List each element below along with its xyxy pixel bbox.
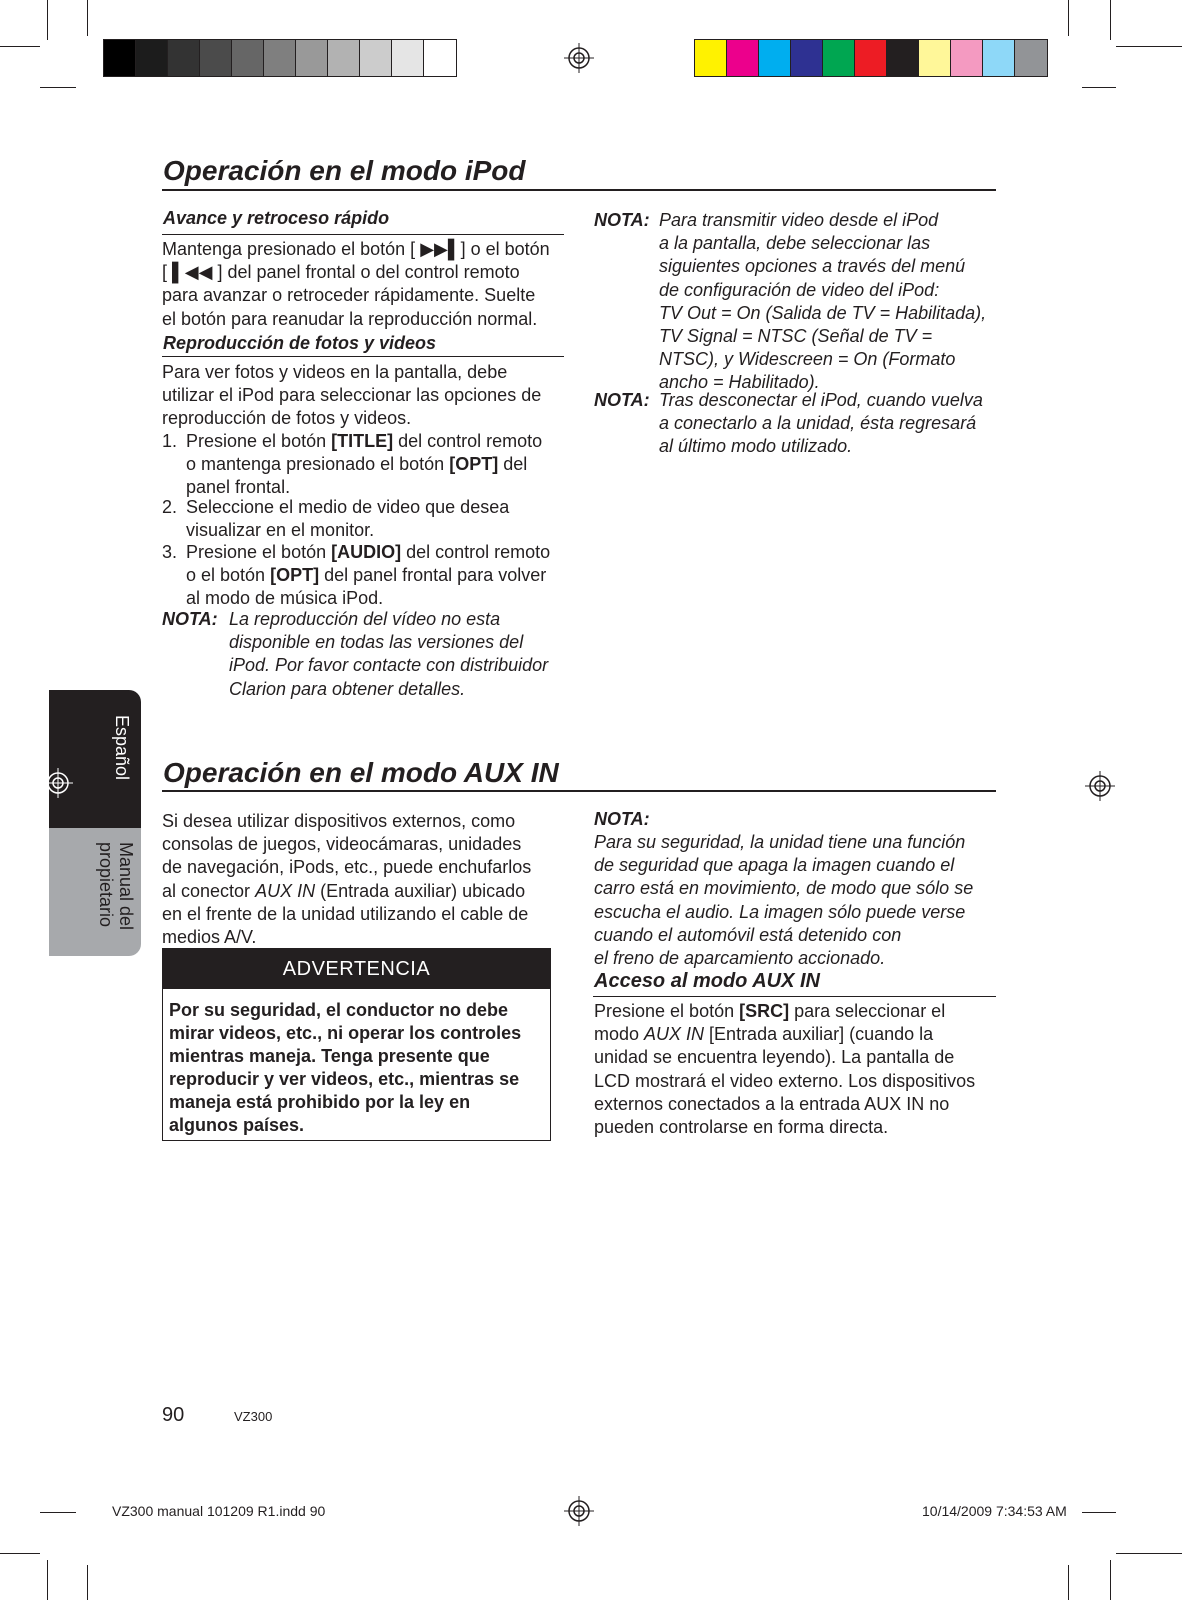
ff-paragraph xyxy=(162,238,572,331)
crop-mark xyxy=(1116,46,1182,47)
subsection-rule xyxy=(593,996,996,997)
note-video-settings: Para transmitir video desde el iPod a la pantalla, debe seleccionar las siguientes opciones a través del menú de configuración de video del iPod: TV Out = On (Salida de TV = Habilitada), TV Signal = NTSC (Señal de TV = NTSC), y Widescreen = On (Formato ancho = Habilitado). xyxy=(659,210,987,393)
color-swatch xyxy=(392,40,424,76)
ipod-section-title: Operación en el modo iPod xyxy=(163,155,526,186)
photo-intro xyxy=(162,361,572,431)
color-swatch xyxy=(727,40,759,76)
text-line: Para ver fotos y videos en la pantalla, debe xyxy=(162,362,508,382)
src-key: [SRC] xyxy=(739,1001,790,1021)
model-name: VZ300 xyxy=(234,1409,273,1424)
crop-mark xyxy=(1068,1565,1069,1600)
color-swatch xyxy=(887,40,919,76)
color-swatch xyxy=(328,40,360,76)
note-label: NOTA: xyxy=(594,809,650,829)
text-line: utilizar el iPod para seleccionar las opciones de xyxy=(162,385,542,406)
photo-heading: Reproducción de fotos y videos xyxy=(163,333,437,353)
color-swatch xyxy=(232,40,264,76)
ff-heading: Avance y retroceso rápido xyxy=(163,208,390,228)
step-3: Presione el botón [AUDIO] del control remoto o el botón [OPT] del panel frontal para volver al modo de música iPod. xyxy=(186,542,551,609)
color-swatch xyxy=(951,40,983,76)
crop-mark xyxy=(87,1565,88,1600)
note-label: NOTA: xyxy=(594,390,650,410)
note-label: NOTA: xyxy=(162,609,218,629)
aux-intro: Si desea utilizar dispositivos externos, como consolas de juegos, videocámaras, unidades de navegación, iPods, etc., puede enchufarlos al conector AUX IN (Entrada auxiliar) ubicado en el frente de la unidad utilizando el cable de medios A/V. xyxy=(162,811,532,948)
crop-mark xyxy=(40,87,76,88)
subsection-rule xyxy=(162,356,564,357)
warning-box xyxy=(162,948,551,1141)
registration-mark-icon xyxy=(43,768,73,798)
registration-mark-icon xyxy=(1085,771,1115,801)
warning-title: ADVERTENCIA xyxy=(163,949,550,989)
text-line: el botón para reanudar la reproducción normal. xyxy=(162,308,538,329)
color-swatch xyxy=(759,40,791,76)
note-label: NOTA: xyxy=(594,210,650,230)
language-label: Español xyxy=(112,715,132,781)
warning-text: Por su seguridad, el conductor no debe mirar videos, etc., ni operar los controles mientras maneja. Tenga presente que reproducir y ver videos, etc., mientras se maneja está prohibido por la ley en algunos países. xyxy=(169,1000,522,1135)
step-number: 1. xyxy=(162,431,178,451)
access-paragraph: Presione el botón [SRC] para seleccionar el modo AUX IN [Entrada auxiliar] (cuando la unidad se encuentra leyendo). La pantalla de LCD mostrará el video externo. Los dispositivos externos conectados a la entrada AUX IN no pueden controlarse en forma directa. xyxy=(594,1001,976,1138)
text-line: [ ▌◀◀ ] del panel frontal o del control remoto xyxy=(162,262,520,283)
crop-mark xyxy=(47,1560,48,1600)
note-safety: Para su seguridad, la unidad tiene una función de seguridad que apaga la imagen cuando el carro está en movimiento, de modo que sólo se escucha el audio. La imagen sólo puede verse cuando el automóvil está detenido con el freno de aparcamiento accionado. xyxy=(594,832,974,969)
crop-mark xyxy=(1082,87,1116,88)
page-number: 90 xyxy=(162,1404,185,1426)
color-swatch xyxy=(1015,40,1047,76)
aux-section-title: Operación en el modo AUX IN xyxy=(163,757,559,788)
step-1: Presione el botón [TITLE] del control remoto o mantenga presionado el botón [OPT] del panel frontal. xyxy=(186,431,543,498)
manual-label-line1: Manual del xyxy=(116,842,136,931)
color-swatch xyxy=(200,40,232,76)
color-swatch xyxy=(823,40,855,76)
crop-mark xyxy=(0,46,40,47)
color-swatch xyxy=(983,40,1015,76)
color-swatch xyxy=(296,40,328,76)
color-swatch xyxy=(168,40,200,76)
opt-key: [OPT] xyxy=(449,454,499,475)
registration-mark-icon xyxy=(564,1496,594,1526)
process-color-bar xyxy=(694,39,1048,77)
color-swatch xyxy=(104,40,136,76)
print-timestamp: 10/14/2009 7:34:53 AM xyxy=(922,1503,1067,1519)
text-line: para avanzar o retroceder rápidamente. Suelte xyxy=(162,285,536,306)
color-swatch xyxy=(919,40,951,76)
crop-mark xyxy=(1068,0,1069,36)
color-swatch xyxy=(264,40,296,76)
crop-mark xyxy=(0,1553,40,1554)
crop-mark xyxy=(47,0,48,40)
section-rule xyxy=(162,790,996,792)
audio-key: [AUDIO] xyxy=(331,542,402,562)
manual-label-line2: propietario xyxy=(96,842,116,928)
access-heading: Acceso al modo AUX IN xyxy=(594,970,820,992)
file-info: VZ300 manual 101209 R1.indd 90 xyxy=(112,1503,326,1519)
color-swatch xyxy=(136,40,168,76)
color-swatch xyxy=(360,40,392,76)
opt-key: [OPT] xyxy=(270,565,320,586)
registration-mark-icon xyxy=(564,43,594,73)
note-video-availability: La reproducción del vídeo no esta disponible en todas las versiones del iPod. Por favor contacte con distribuidor Clarion para obtener detalles. xyxy=(229,609,549,699)
grayscale-color-bar xyxy=(103,39,457,77)
color-swatch xyxy=(791,40,823,76)
crop-mark xyxy=(1116,1553,1182,1554)
note-reconnect: Tras desconectar el iPod, cuando vuelva a conectarlo a la unidad, ésta regresará al último modo utilizado. xyxy=(659,390,983,457)
section-rule xyxy=(162,189,996,191)
color-swatch xyxy=(424,40,456,76)
crop-mark xyxy=(1110,0,1111,40)
color-swatch xyxy=(855,40,887,76)
text-line: reproducción de fotos y videos. xyxy=(162,408,412,429)
color-swatch xyxy=(695,40,727,76)
subsection-rule xyxy=(162,234,564,235)
step-number: 2. xyxy=(162,497,178,517)
step-number: 3. xyxy=(162,542,178,562)
step-2: Seleccione el medio de video que desea visualizar en el monitor. xyxy=(186,497,510,541)
crop-mark xyxy=(1110,1560,1111,1600)
title-key: [TITLE] xyxy=(331,431,394,451)
crop-mark xyxy=(87,0,88,36)
crop-mark xyxy=(1082,1512,1116,1513)
crop-mark xyxy=(40,1512,76,1513)
text-line: Mantenga presionado el botón [ ▶▶▌] o el botón xyxy=(162,239,550,259)
